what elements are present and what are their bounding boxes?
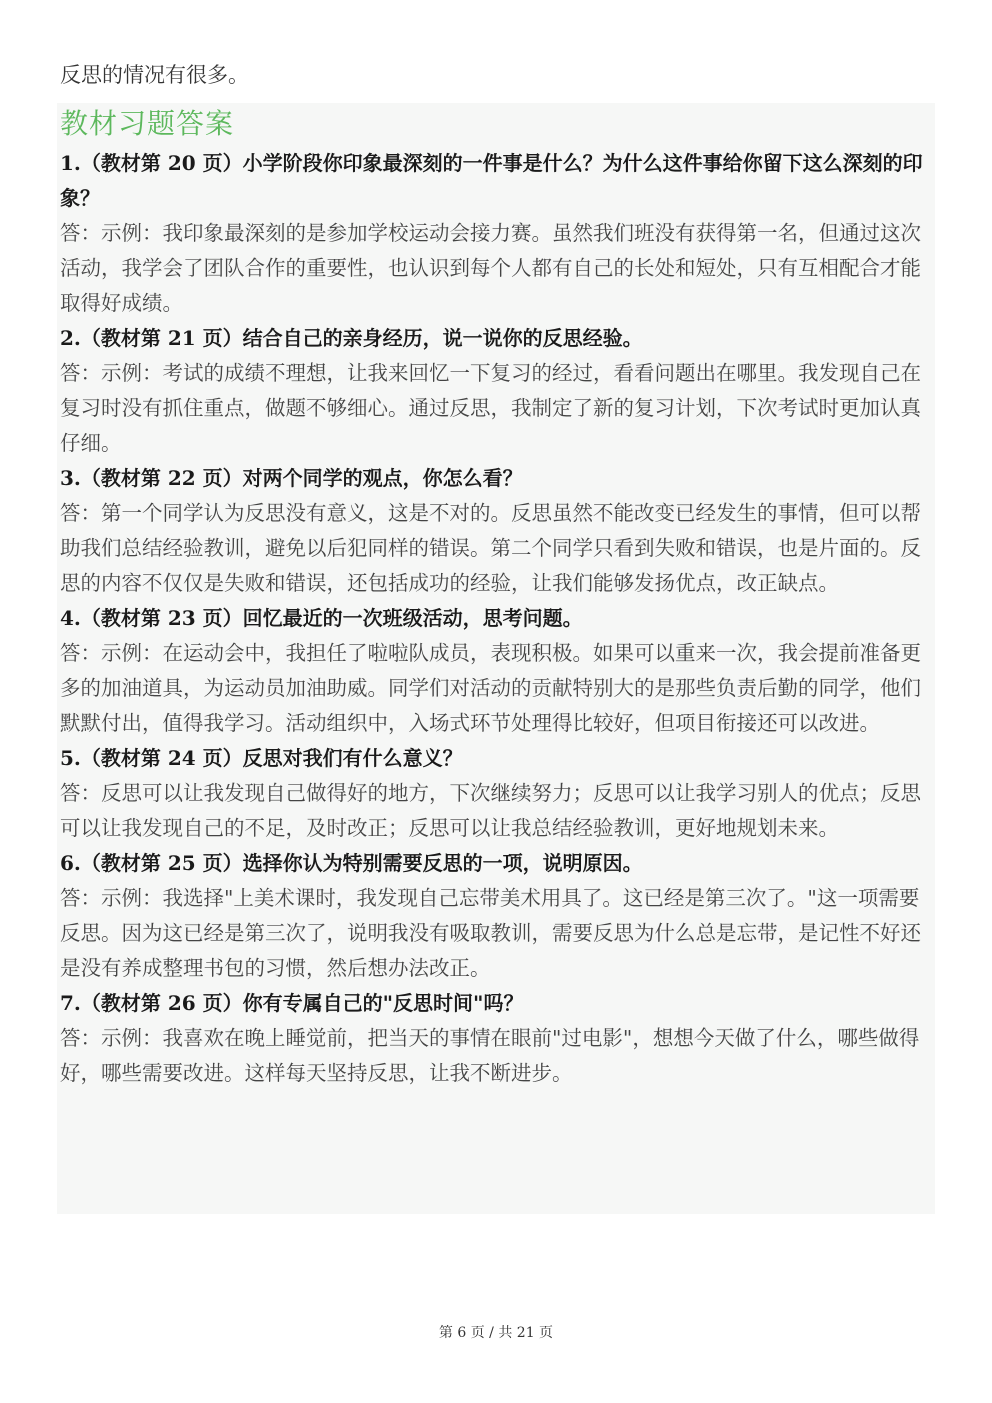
answer-1: 答：示例：我印象最深刻的是参加学校运动会接力赛。虽然我们班没有获得第一名，但通过这次活动，我学会了团队合作的重要性，也认识到每个人都有自己的长处和短处，只有互相配合才能取得好成绩。 xyxy=(60,221,921,315)
question-4: 4.（教材第 23 页）回忆最近的一次班级活动，思考问题。 xyxy=(60,606,583,630)
answer-5: 答：反思可以让我发现自己做得好的地方，下次继续努力；反思可以让我学习别人的优点；反思可以让我发现自己的不足，及时改正；反思可以让我总结经验教训，更好地规划未来。 xyxy=(60,781,921,840)
question-3: 3.（教材第 22 页）对两个同学的观点，你怎么看？ xyxy=(60,466,523,490)
answer-3: 答：第一个同学认为反思没有意义，这是不对的。反思虽然不能改变已经发生的事情，但可以帮助我们总结经验教训，避免以后犯同样的错误。第二个同学只看到失败和错误，也是片面的。反思的内容不仅仅是失败和错误，还包括成功的经验，让我们能够发扬优点，改正缺点。 xyxy=(60,501,921,595)
question-7: 7.（教材第 26 页）你有专属自己的"反思时间"吗？ xyxy=(60,991,524,1015)
answer-section xyxy=(57,103,935,1214)
section-title: 教材习题答案 xyxy=(60,107,235,140)
qa-list xyxy=(60,146,926,1091)
page-number: 第 6 页 / 共 21 页 xyxy=(438,1325,554,1341)
answer-2: 答：示例：考试的成绩不理想，让我来回忆一下复习的经过，看看问题出在哪里。我发现自己在复习时没有抓住重点，做题不够细心。通过反思，我制定了新的复习计划，下次考试时更加认真仔细。 xyxy=(60,361,921,455)
question-6: 6.（教材第 25 页）选择你认为特别需要反思的一项，说明原因。 xyxy=(60,851,643,875)
question-5: 5.（教材第 24 页）反思对我们有什么意义？ xyxy=(60,746,463,770)
answer-4: 答：示例：在运动会中，我担任了啦啦队成员，表现积极。如果可以重来一次，我会提前准备更多的加油道具，为运动员加油助威。同学们对活动的贡献特别大的是那些负责后勤的同学，他们默默付出，值得我学习。活动组织中，入场式环节处理得比较好，但项目衔接还可以改进。 xyxy=(60,641,921,735)
question-2: 2.（教材第 21 页）结合自己的亲身经历，说一说你的反思经验。 xyxy=(60,326,643,350)
intro-text: 反思的情况有很多。 xyxy=(60,63,249,87)
answer-6: 答：示例：我选择"上美术课时，我发现自己忘带美术用具了。这已经是第三次了。"这一项需要反思。因为这已经是第三次了，说明我没有吸取教训，需要反思为什么总是忘带，是记性不好还是没有养成整理书包的习惯，然后想办法改正。 xyxy=(60,886,921,980)
question-1: 1.（教材第 20 页）小学阶段你印象最深刻的一件事是什么？为什么这件事给你留下这么深刻的印象？ xyxy=(60,151,923,210)
answer-7: 答：示例：我喜欢在晚上睡觉前，把当天的事情在眼前"过电影"，想想今天做了什么，哪些做得好，哪些需要改进。这样每天坚持反思，让我不断进步。 xyxy=(60,1026,920,1085)
